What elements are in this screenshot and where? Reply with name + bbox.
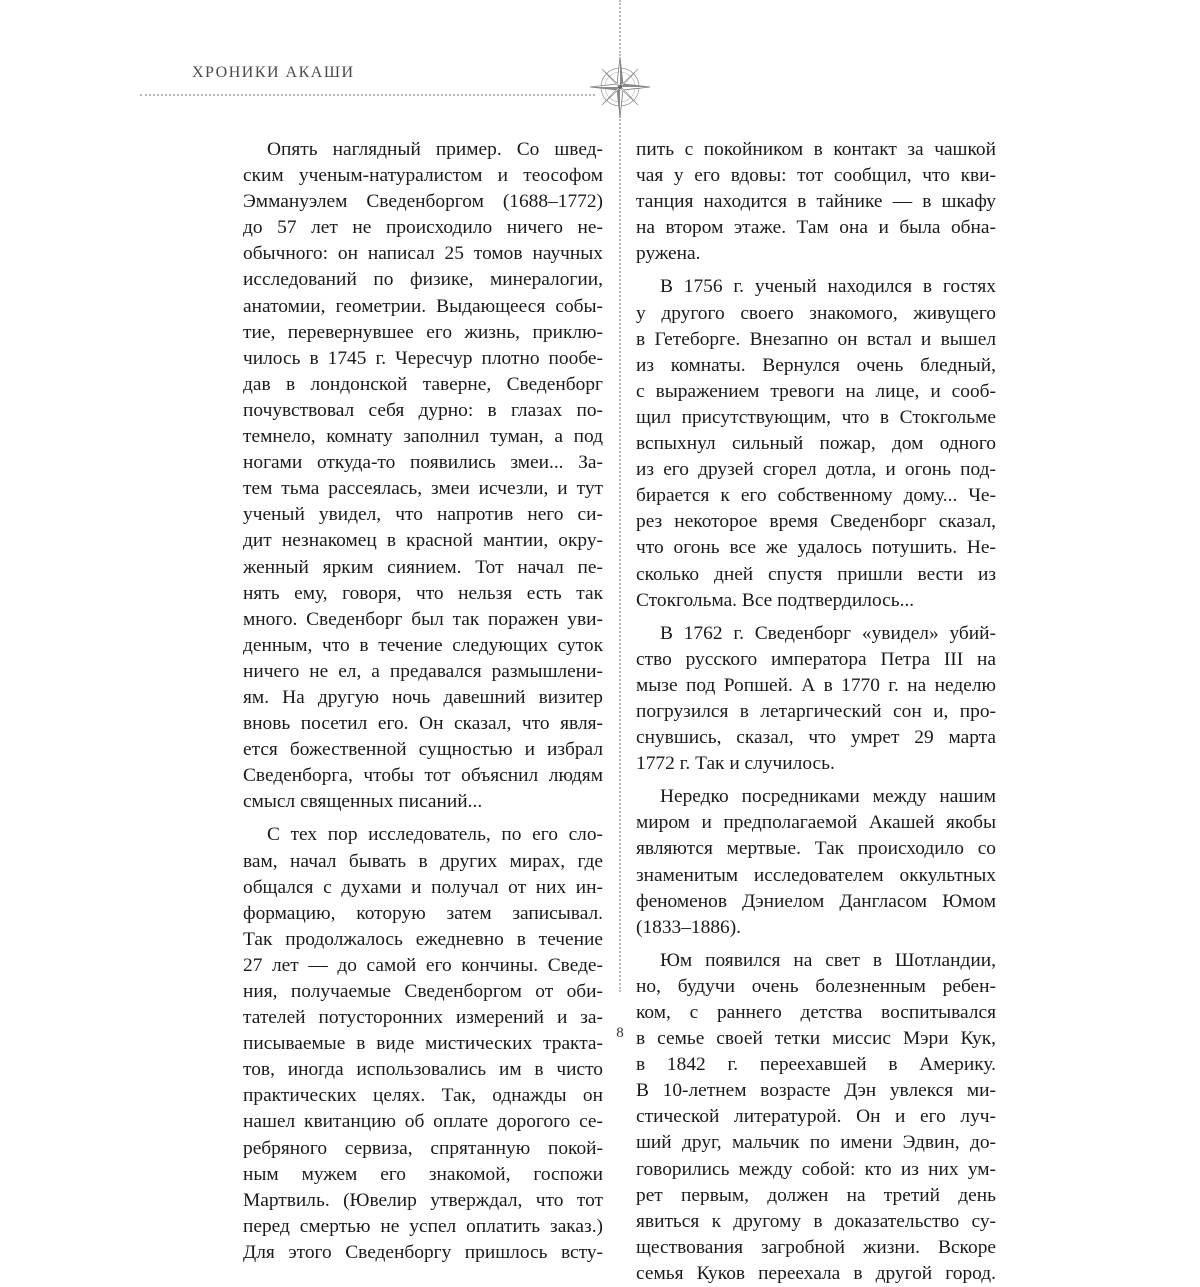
text-line: тем тьма рассеялась, змеи исчезли, и тут bbox=[243, 478, 603, 500]
text-line: Так продолжалось ежедневно в течение bbox=[243, 928, 603, 950]
text-line: (1833–1886). bbox=[636, 916, 742, 938]
text-line: В 10-летнем возрасте Дэн увлекся ми- bbox=[636, 1080, 996, 1102]
text-line: сколько дней спустя пришли вести из bbox=[636, 563, 996, 585]
text-line: Опять наглядный пример. Со швед- bbox=[267, 139, 603, 160]
text-line: ям. На другую ночь давешний визитер bbox=[243, 686, 603, 708]
text-line: Сведенборга, чтобы тот объяснил людям bbox=[243, 765, 603, 787]
text-line: бирается к его собственному дому... Че- bbox=[636, 485, 996, 507]
text-line: семья Куков переехала в другой город. bbox=[636, 1262, 996, 1284]
text-line: Нередко посредниками между нашим bbox=[660, 786, 996, 808]
text-line: общался с духами и получал от них ин- bbox=[243, 876, 603, 898]
text-line: тателей потусторонних измерений и за- bbox=[243, 1007, 603, 1029]
text-line: ребряного сервиза, спрятанную покой- bbox=[243, 1137, 603, 1159]
text-line: феноменов Дэниелом Дангласом Юмом bbox=[636, 890, 996, 912]
left-column bbox=[243, 137, 603, 1266]
text-line: ния, получаемые Сведенборгом от оби- bbox=[243, 981, 603, 1002]
text-line: являются мертвые. Так происходило со bbox=[636, 838, 996, 860]
text-line: Мартвиль. (Ювелир утверждал, что тот bbox=[243, 1189, 603, 1211]
text-line: почувствовал себя дурно: в глазах по- bbox=[243, 399, 603, 421]
text-line: тие, перевернувшее его жизнь, приклю- bbox=[243, 321, 603, 343]
text-line: из комнаты. Вернулся очень бледный, bbox=[636, 354, 996, 376]
text-line: вновь посетил его. Он сказал, что явля- bbox=[243, 713, 603, 735]
text-line: с выражением тревоги на лице, и сооб- bbox=[636, 380, 996, 402]
header-rule bbox=[140, 94, 595, 96]
text-line: 1772 г. Так и случилось. bbox=[636, 753, 835, 775]
text-line: нять ему, говоря, что нельзя есть так bbox=[243, 582, 603, 604]
text-line: Стокгольма. Все подтвердилось... bbox=[636, 589, 915, 611]
text-line: в 1842 г. переехавшей в Америку. bbox=[636, 1054, 996, 1076]
right-column bbox=[636, 137, 996, 1287]
text-line: Эммануэлем Сведенборгом (1688–1772) bbox=[243, 191, 603, 213]
text-line: С тех пор исследователь, по его сло- bbox=[267, 824, 603, 846]
text-line: 27 лет — до самой его кончины. Сведе- bbox=[243, 954, 603, 976]
text-line: стической литературой. Он и его луч- bbox=[636, 1106, 996, 1128]
text-line: перед смертью не успел оплатить заказ.) bbox=[243, 1215, 603, 1237]
text-line: до 57 лет не происходило ничего не- bbox=[243, 217, 603, 239]
text-line: погрузился в летаргический сон и, про- bbox=[636, 700, 996, 722]
text-line: нашел квитанцию об оплате дорогого се- bbox=[243, 1111, 603, 1133]
text-line: снувшись, сказал, что умрет 29 марта bbox=[636, 727, 996, 749]
text-line: пить с покойником в контакт за чашкой bbox=[636, 139, 996, 160]
text-line: ство русского императора Петра III на bbox=[636, 648, 996, 670]
text-line: что огонь все же удалось потушить. Не- bbox=[636, 537, 996, 559]
text-line: ший друг, мальчик по имени Эдвин, до- bbox=[636, 1132, 996, 1154]
column-divider bbox=[619, 116, 621, 992]
text-line: денным, что в течение следующих суток bbox=[243, 634, 603, 656]
text-line: рет первым, должен на третий день bbox=[636, 1184, 996, 1206]
text-line: чилось в 1745 г. Чересчур плотно пообе- bbox=[243, 347, 603, 369]
text-line: смысл священных писаний... bbox=[243, 791, 483, 813]
text-line: женный ярким сиянием. Тот начал пе- bbox=[243, 556, 603, 578]
text-line: в семье своей тетки миссис Мэри Кук, bbox=[636, 1028, 996, 1050]
running-head: ХРОНИКИ АКАШИ bbox=[192, 64, 355, 81]
text-line: обычного: он написал 25 томов научных bbox=[243, 243, 603, 265]
text-line: у другого своего знакомого, живущего bbox=[636, 302, 996, 324]
text-line: анатомии, геометрии. Выдающееся собы- bbox=[243, 295, 603, 317]
text-line: но, будучи очень болезненным ребен- bbox=[636, 975, 996, 997]
text-line: миром и предполагаемой Акашей якобы bbox=[636, 812, 996, 834]
text-line: дав в лондонской таверне, Сведенборг bbox=[243, 373, 603, 395]
text-line: знаменитым исследователем оккультных bbox=[636, 864, 996, 886]
text-line: дит незнакомец в красной мантии, окру- bbox=[243, 530, 603, 552]
text-line: Юм появился на свет в Шотландии, bbox=[660, 949, 996, 971]
text-line: ученый увидел, что напротив него си- bbox=[243, 504, 603, 526]
text-line: тов, иногда использовались им в чисто bbox=[243, 1059, 603, 1081]
column-divider-top bbox=[619, 0, 621, 56]
text-line: ществования загробной жизни. Вскоре bbox=[636, 1236, 996, 1258]
text-line: ружена. bbox=[636, 243, 701, 265]
text-line: на втором этаже. Там она и была обна- bbox=[636, 217, 996, 239]
text-line: ным мужем его знакомой, госпожи bbox=[243, 1163, 603, 1185]
text-line: явиться к другому в доказательство су- bbox=[636, 1210, 996, 1232]
text-line: мызе под Ропшей. А в 1770 г. на неделю bbox=[636, 674, 996, 696]
text-line: ским ученым-натуралистом и теософом bbox=[243, 165, 603, 187]
text-line: из его друзей сгорел дотла, и огонь под- bbox=[636, 459, 996, 481]
text-line: ется божественной сущностью и избрал bbox=[243, 739, 603, 761]
text-line: практических целях. Так, однажды он bbox=[243, 1085, 603, 1107]
text-line: говорились между собой: кто из них ум- bbox=[636, 1158, 996, 1180]
text-line: формацию, которую затем записывал. bbox=[243, 902, 603, 924]
text-line: чая у его вдовы: тот сообщил, что кви- bbox=[636, 165, 996, 187]
text-line: рез некоторое время Сведенборг сказал, bbox=[636, 511, 996, 533]
page-number: 8 bbox=[616, 1025, 624, 1041]
text-line: В 1762 г. Сведенборг «увидел» убий- bbox=[660, 622, 996, 644]
text-line: ком, с раннего детства воспитывался bbox=[636, 1002, 996, 1023]
text-line: в Гетеборге. Внезапно он встал и вышел bbox=[636, 328, 996, 350]
text-line: щил присутствующим, что в Стокгольме bbox=[636, 406, 996, 428]
text-line: исследований по физике, минералогии, bbox=[243, 269, 603, 291]
text-line: вспыхнул сильный пожар, дом одного bbox=[636, 433, 996, 455]
text-line: ничего не ел, а предавался размышлени- bbox=[243, 660, 603, 682]
text-line: ногами откуда-то появились змеи... За- bbox=[243, 452, 603, 474]
text-line: много. Сведенборг был так поражен уви- bbox=[243, 608, 603, 630]
text-line: темнело, комнату заполнил туман, а под bbox=[243, 426, 603, 448]
compass-rose-icon bbox=[588, 55, 652, 119]
text-line: вам, начал бывать в других мирах, где bbox=[243, 850, 603, 872]
text-line: В 1756 г. ученый находился в гостях bbox=[660, 276, 996, 298]
text-line: писываемые в виде мистических тракта- bbox=[243, 1033, 603, 1055]
text-line: танция находится в тайнике — в шкафу bbox=[636, 191, 996, 213]
text-line: Для этого Сведенборгу пришлось всту- bbox=[243, 1241, 603, 1263]
